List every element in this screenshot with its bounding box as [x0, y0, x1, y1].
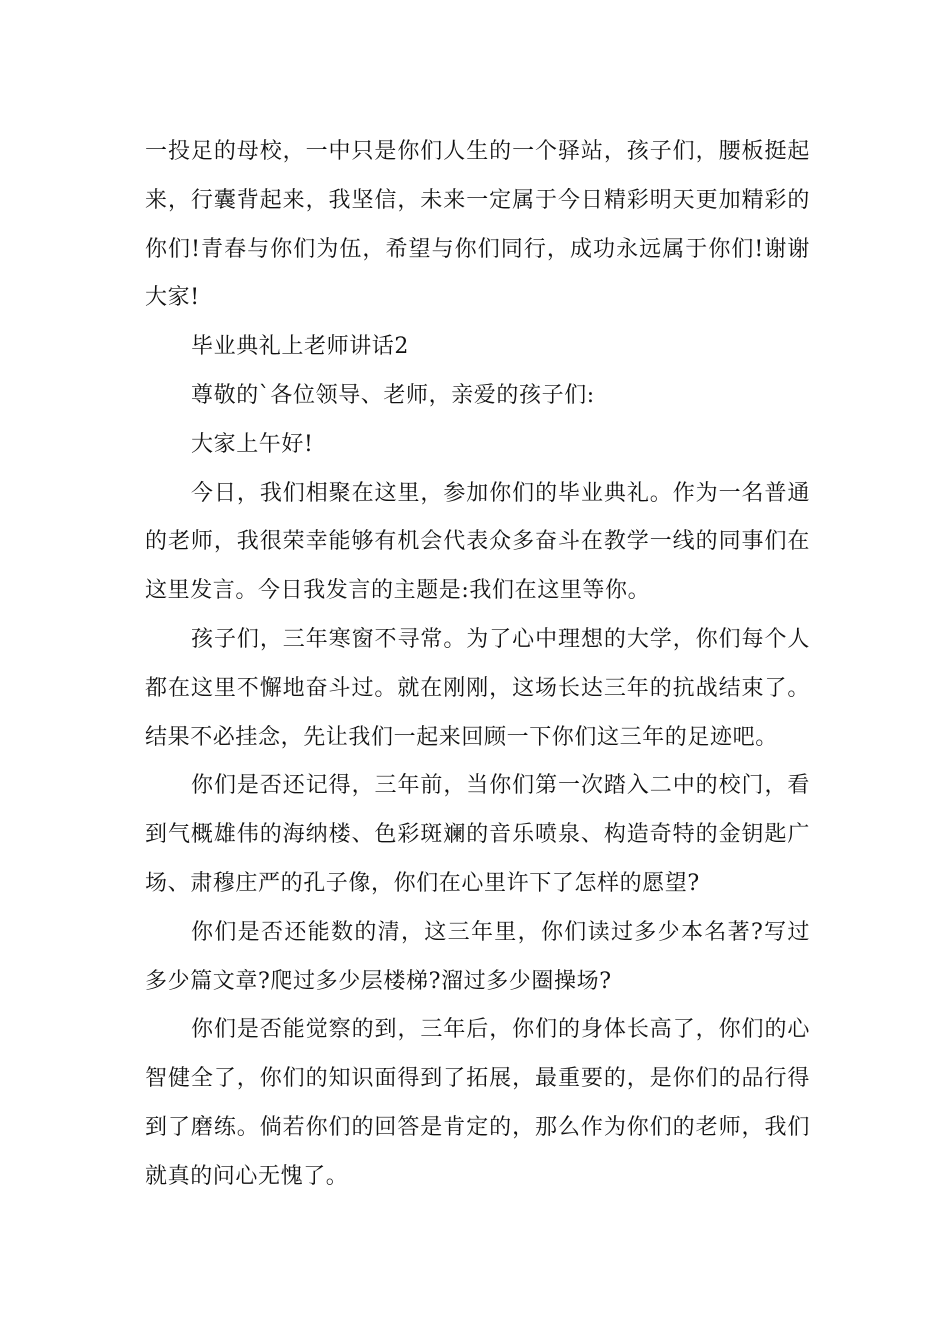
paragraph-intro: 今日，我们相聚在这里，参加你们的毕业典礼。作为一名普通的老师，我很荣幸能够有机会代表众多奋斗在教学一线的同事们在这里发言。今日我发言的主题是:我们在这里等你。 [145, 480, 810, 604]
paragraph-remember: 你们是否还记得，三年前，当你们第一次踏入二中的校门，看到气概雄伟的海纳楼、色彩斑斓的音乐喷泉、构造奇特的金钥匙广场、肃穆庄严的孔子像，你们在心里许下了怎样的愿望? [145, 773, 810, 896]
paragraph-continuation: 一投足的母校，一中只是你们人生的一个驿站，孩子们，腰板挺起来，行囊背起来，我坚信，未来一定属于今日精彩明天更加精彩的你们!青春与你们为伍，希望与你们同行，成功永远属于你们!谢谢大家! [145, 139, 810, 311]
document-page [145, 128, 810, 1202]
section-title: 毕业典礼上老师讲话2 [191, 334, 409, 360]
salutation: 尊敬的`各位领导、老师，亲爱的孩子们: [191, 382, 595, 408]
paragraph-growth: 你们是否能觉察的到，三年后，你们的身体长高了，你们的心智健全了，你们的知识面得到了拓展，最重要的，是你们的品行得到了磨练。倘若你们的回答是肯定的，那么作为你们的老师，我们就真的问心无愧了。 [145, 1017, 810, 1189]
paragraph-three-years: 孩子们，三年寒窗不寻常。为了心中理想的大学，你们每个人都在这里不懈地奋斗过。就在刚刚，这场长达三年的抗战结束了。结果不必挂念，先让我们一起来回顾一下你们这三年的足迹吧。 [145, 626, 810, 750]
greeting: 大家上午好! [191, 431, 314, 457]
paragraph-count: 你们是否还能数的清，这三年里，你们读过多少本名著?写过多少篇文章?爬过多少层楼梯?溜过多少圈操场? [145, 919, 810, 994]
